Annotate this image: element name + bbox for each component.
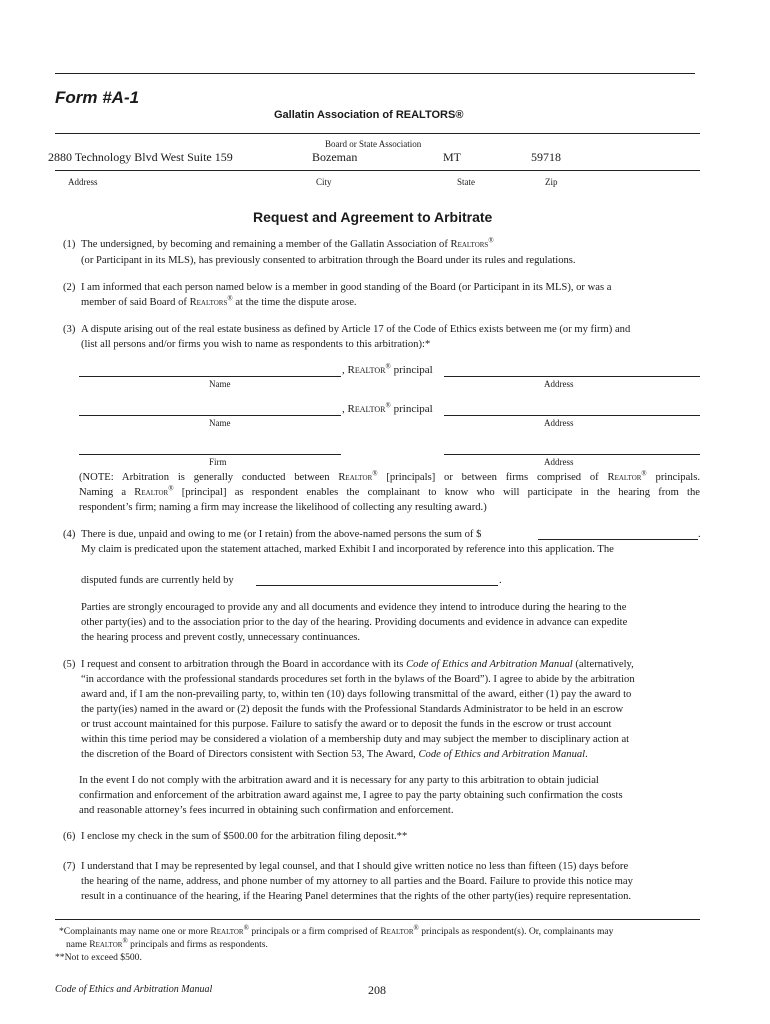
evidence-line-2: other party(ies) and to the association prior to the day of the hearing. Providing documents and evidence in advance can expedite xyxy=(81,617,628,628)
item-1-line-1: The undersigned, by becoming and remaining a member of the Gallatin Association of Realtors® xyxy=(81,236,494,250)
item-5-line-6: within this time period may be considered a violation of a membership duty and may subject the member to disciplinary action at xyxy=(81,734,630,745)
respondent-1-name-field[interactable] xyxy=(79,376,341,377)
footnote-rule xyxy=(55,919,700,920)
respondent-1-address-label: Address xyxy=(544,379,574,389)
note-line-1: (NOTE: Arbitration is generally conducted between Realtor® [principals] or between firms comprised of Realtor® principals. xyxy=(79,469,700,483)
funds-held-by-field[interactable] xyxy=(256,585,498,586)
page-number: 208 xyxy=(368,983,386,997)
respondent-1-name-label: Name xyxy=(209,379,231,389)
note-line-3: respondent’s firm; naming a firm may increase the likelihood of collecting any resulting award.) xyxy=(79,502,487,513)
address-label: Address xyxy=(68,177,98,187)
item-2-line-1: I am informed that each person named below is a member in good standing of the Board (or Participant in its MLS), or was a xyxy=(81,282,612,293)
evidence-line-3: the hearing process and prevent costly, unnecessary continuances. xyxy=(81,632,361,643)
item-3-line-1: A dispute arising out of the real estate business as defined by Article 17 of the Code of Ethics exists between me (or my firm) and xyxy=(81,324,631,335)
item-5-line-2: “in accordance with the professional standards procedures set forth in the bylaws of the Board”). I agree to abide by the arbitration xyxy=(81,674,635,685)
item-5-number: (5) xyxy=(63,659,76,670)
funds-held-end: . xyxy=(499,575,502,586)
item-1-number: (1) xyxy=(63,239,76,250)
respondent-2-address-field[interactable] xyxy=(444,415,700,416)
association-name: Gallatin Association of REALTORS® xyxy=(274,109,464,121)
item-2-line-2: member of said Board of Realtors® at the time the dispute arose. xyxy=(81,294,357,308)
funds-held-label: disputed funds are currently held by xyxy=(81,575,234,586)
item-6-number: (6) xyxy=(63,831,76,842)
footnote-2: **Not to exceed $500. xyxy=(55,952,142,963)
non-compliance-line-3: and reasonable attorney’s fees incurred in obtaining such confirmation and enforcement. xyxy=(79,805,454,816)
board-rule xyxy=(55,133,700,134)
item-7-line-1: I understand that I may be represented by legal counsel, and that I should give written notice no less than fifteen (15) days before xyxy=(81,861,629,872)
firm-address-label: Address xyxy=(544,457,574,467)
footnote-1-line-2: name Realtor® principals and firms as respondents. xyxy=(66,936,268,950)
zip-value: 59718 xyxy=(531,150,561,164)
footnote-1-line-1: *Complainants may name one or more Realtor® principals or a firm comprised of Realtor® principals as respondent(s). Or, complainants may xyxy=(59,923,614,937)
item-7-line-2: the hearing of the name, address, and phone number of my attorney to all parties and the Board. Failure to provide this notice may xyxy=(81,876,633,887)
board-caption: Board or State Association xyxy=(325,139,422,149)
item-1-line-2: (or Participant in its MLS), has previously consented to arbitration through the Board under its rules and regulations. xyxy=(81,255,576,266)
zip-label: Zip xyxy=(545,177,558,187)
item-5-line-5: or trust account maintained for this purpose. Failure to satisfy the award or to deposit the funds in the escrow or trust account xyxy=(81,719,612,730)
firm-address-field[interactable] xyxy=(444,454,700,455)
item-2-number: (2) xyxy=(63,282,76,293)
respondent-2-name-label: Name xyxy=(209,418,231,428)
item-4-line-1-end: . xyxy=(698,529,701,540)
respondent-1-address-field[interactable] xyxy=(444,376,700,377)
respondent-2-realtor-principal: , Realtor® principal xyxy=(342,401,433,415)
item-3-line-2: (list all persons and/or firms you wish to name as respondents to this arbitration):* xyxy=(81,339,431,350)
respondent-2-name-field[interactable] xyxy=(79,415,341,416)
address-value: 2880 Technology Blvd West Suite 159 xyxy=(48,150,233,164)
item-5-line-3: award and, if I am the non-prevailing party, to, within ten (10) days following transmittal of the award, either (1) pay the award to xyxy=(81,689,632,700)
footer-manual-title: Code of Ethics and Arbitration Manual xyxy=(55,984,213,995)
sum-amount-field[interactable] xyxy=(538,539,698,540)
top-rule xyxy=(55,73,695,74)
city-label: City xyxy=(316,177,332,187)
state-label: State xyxy=(457,177,475,187)
item-3-number: (3) xyxy=(63,324,76,335)
state-value: MT xyxy=(443,150,461,164)
item-5-line-7: the discretion of the Board of Directors consistent with Section 53, The Award, Code of Ethics and Arbitration Manual. xyxy=(81,749,588,760)
document-title: Request and Agreement to Arbitrate xyxy=(253,209,493,225)
item-5-line-4: the party(ies) named in the award or (2) deposit the funds with the Professional Standards Administrator to be held in an escrow xyxy=(81,704,624,715)
firm-label: Firm xyxy=(209,457,227,467)
address-rule xyxy=(55,170,700,171)
item-7-number: (7) xyxy=(63,861,76,872)
form-id: Form #A-1 xyxy=(55,88,140,107)
item-5-line-1: I request and consent to arbitration through the Board in accordance with its Code of Ethics and Arbitration Manual (alternatively, xyxy=(81,659,634,670)
item-7-line-3: result in a continuance of the hearing, if the Hearing Panel determines that the rights of the other party(ies) require representation. xyxy=(81,891,632,902)
city-value: Bozeman xyxy=(312,150,358,164)
firm-name-field[interactable] xyxy=(79,454,341,455)
non-compliance-line-2: confirmation and enforcement of the arbitration award against me, I agree to pay the party obtaining such confirmation the costs xyxy=(79,790,623,801)
respondent-1-realtor-principal: , Realtor® principal xyxy=(342,362,433,376)
non-compliance-line-1: In the event I do not comply with the arbitration award and it is necessary for any party to this arbitration to obtain judicial xyxy=(79,775,599,786)
item-4-line-1: There is due, unpaid and owing to me (or I retain) from the above-named persons the sum of $ xyxy=(81,529,482,540)
item-4-number: (4) xyxy=(63,529,76,540)
respondent-2-address-label: Address xyxy=(544,418,574,428)
item-6-line-1: I enclose my check in the sum of $500.00 for the arbitration filing deposit.** xyxy=(81,831,408,842)
evidence-line-1: Parties are strongly encouraged to provide any and all documents and evidence they intend to introduce during the hearing to the xyxy=(81,602,627,613)
note-line-2: Naming a Realtor® [principal] as respondent enables the complainant to know who will participate in the hearing from the xyxy=(79,484,700,498)
item-4-line-2: My claim is predicated upon the statement attached, marked Exhibit I and incorporated by reference into this application. The xyxy=(81,544,614,555)
